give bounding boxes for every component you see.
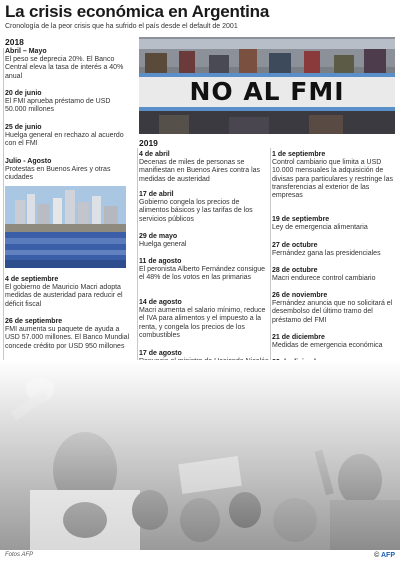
event-desc: Ley de emergencia alimentaria [272, 224, 368, 232]
event-date: 4 de septiembre [5, 276, 59, 283]
event-date: 25 de junio [5, 124, 42, 131]
timeline-2018-line [3, 48, 4, 360]
event-date: 17 de agosto [139, 350, 182, 357]
event-2019-a1 [139, 191, 269, 224]
city-protest-photo [5, 186, 126, 268]
year-2019-heading: 2019 [139, 138, 158, 148]
event-desc: El FMI aprueba préstamo de USD 50.000 millones [5, 98, 111, 114]
event-desc: Huelga general en rechazo al acuerdo con el FMI [5, 132, 124, 148]
event-2019-b4 [272, 292, 396, 325]
event-date: 20 de junio [5, 90, 42, 97]
event-date: Abril – Mayo [5, 48, 47, 55]
page-subtitle: Cronología de la peor crisis que ha sufrido el país desde el default de 2001 [5, 23, 238, 30]
event-desc: El peronista Alberto Fernández consigue el 48% de los votos en las primarias [139, 266, 266, 282]
event-desc: Medidas de emergencia económica [272, 342, 383, 350]
photo-credit: Fotos AFP [5, 552, 34, 558]
event-date: 21 de diciembre [272, 334, 325, 341]
event-date: 27 de octubre [272, 242, 318, 249]
bottom-protest-photo [0, 360, 400, 550]
page-title: La crisis económica en Argentina [5, 2, 270, 21]
event-desc: Fernández anuncia que no solicitará el desembolso del último tramo del préstamo del FMI [272, 300, 393, 324]
event-2019-a4 [139, 299, 269, 340]
event-date: 14 de agosto [139, 299, 182, 306]
event-desc: Protestas en Buenos Aires y otras ciudades [5, 166, 111, 182]
event-2018-0 [5, 48, 133, 81]
event-date: 26 de septiembre [5, 318, 63, 325]
event-2019-b5 [272, 334, 396, 350]
event-desc: Huelga general [139, 241, 187, 249]
event-2019-b2 [272, 242, 396, 258]
event-2018-5 [5, 318, 135, 351]
protest-banner-text: NO AL FMI [189, 77, 345, 106]
event-date: 28 de octubre [272, 267, 318, 274]
event-date: 4 de abril [139, 151, 170, 158]
event-date: 11 de agosto [139, 258, 182, 265]
event-desc: FMI aumenta su paquete de ayuda a USD 57.000 millones. El Banco Mundial concede crédito por USD 950 millones [5, 326, 130, 350]
event-date: 29 de mayo [139, 233, 178, 240]
event-2018-4 [5, 276, 135, 309]
event-date: 1 de septiembre [272, 151, 326, 158]
event-desc: Control cambiario que limita a USD 10.000 mensuales la adquisición de divisas para particulares y restringe las transferencias al exterior de las empresas [272, 159, 393, 200]
event-2018-1 [5, 90, 133, 115]
event-desc: Decenas de miles de personas se manifiestan en Buenos Aires contra las medidas de austeridad [139, 159, 261, 183]
event-2019-a0 [139, 151, 267, 184]
event-date: Julio - Agosto [5, 158, 52, 165]
year-2018-heading: 2018 [5, 37, 24, 47]
event-2019-b1 [272, 216, 396, 232]
protest-banner-photo [139, 37, 395, 134]
event-2019-a3 [139, 258, 269, 283]
event-desc: Gobierno congela los precios de alimentos básicos y las tarifas de los servicios públicos [139, 199, 253, 223]
event-2019-a2 [139, 233, 267, 249]
event-desc: Macri aumenta el salario mínimo, reduce el IVA para alimentos y el impuesto a la renta, y congela los precios de los combustibles [139, 307, 266, 339]
afp-logo: © AFP [374, 552, 395, 559]
protesters-image [0, 360, 400, 550]
event-desc: El gobierno de Mauricio Macri adopta medidas de austeridad para reducir el déficit fiscal [5, 284, 123, 308]
event-desc: El peso se deprecia 20%. El Banco Central eleva la tasa de interés a 40% anual [5, 56, 124, 80]
afp-logo-text: AFP [381, 552, 395, 559]
event-2018-2 [5, 124, 133, 149]
event-2018-3 [5, 158, 133, 183]
event-desc: Fernández gana las presidenciales [272, 250, 381, 258]
event-date: 17 de abril [139, 191, 174, 198]
event-desc: Macri endurece control cambiario [272, 275, 376, 283]
city-skyline-image [5, 186, 126, 268]
event-date: 19 de septiembre [272, 216, 330, 223]
event-2019-b0 [272, 151, 396, 200]
event-date: 26 de noviembre [272, 292, 328, 299]
event-2019-b3 [272, 267, 396, 283]
